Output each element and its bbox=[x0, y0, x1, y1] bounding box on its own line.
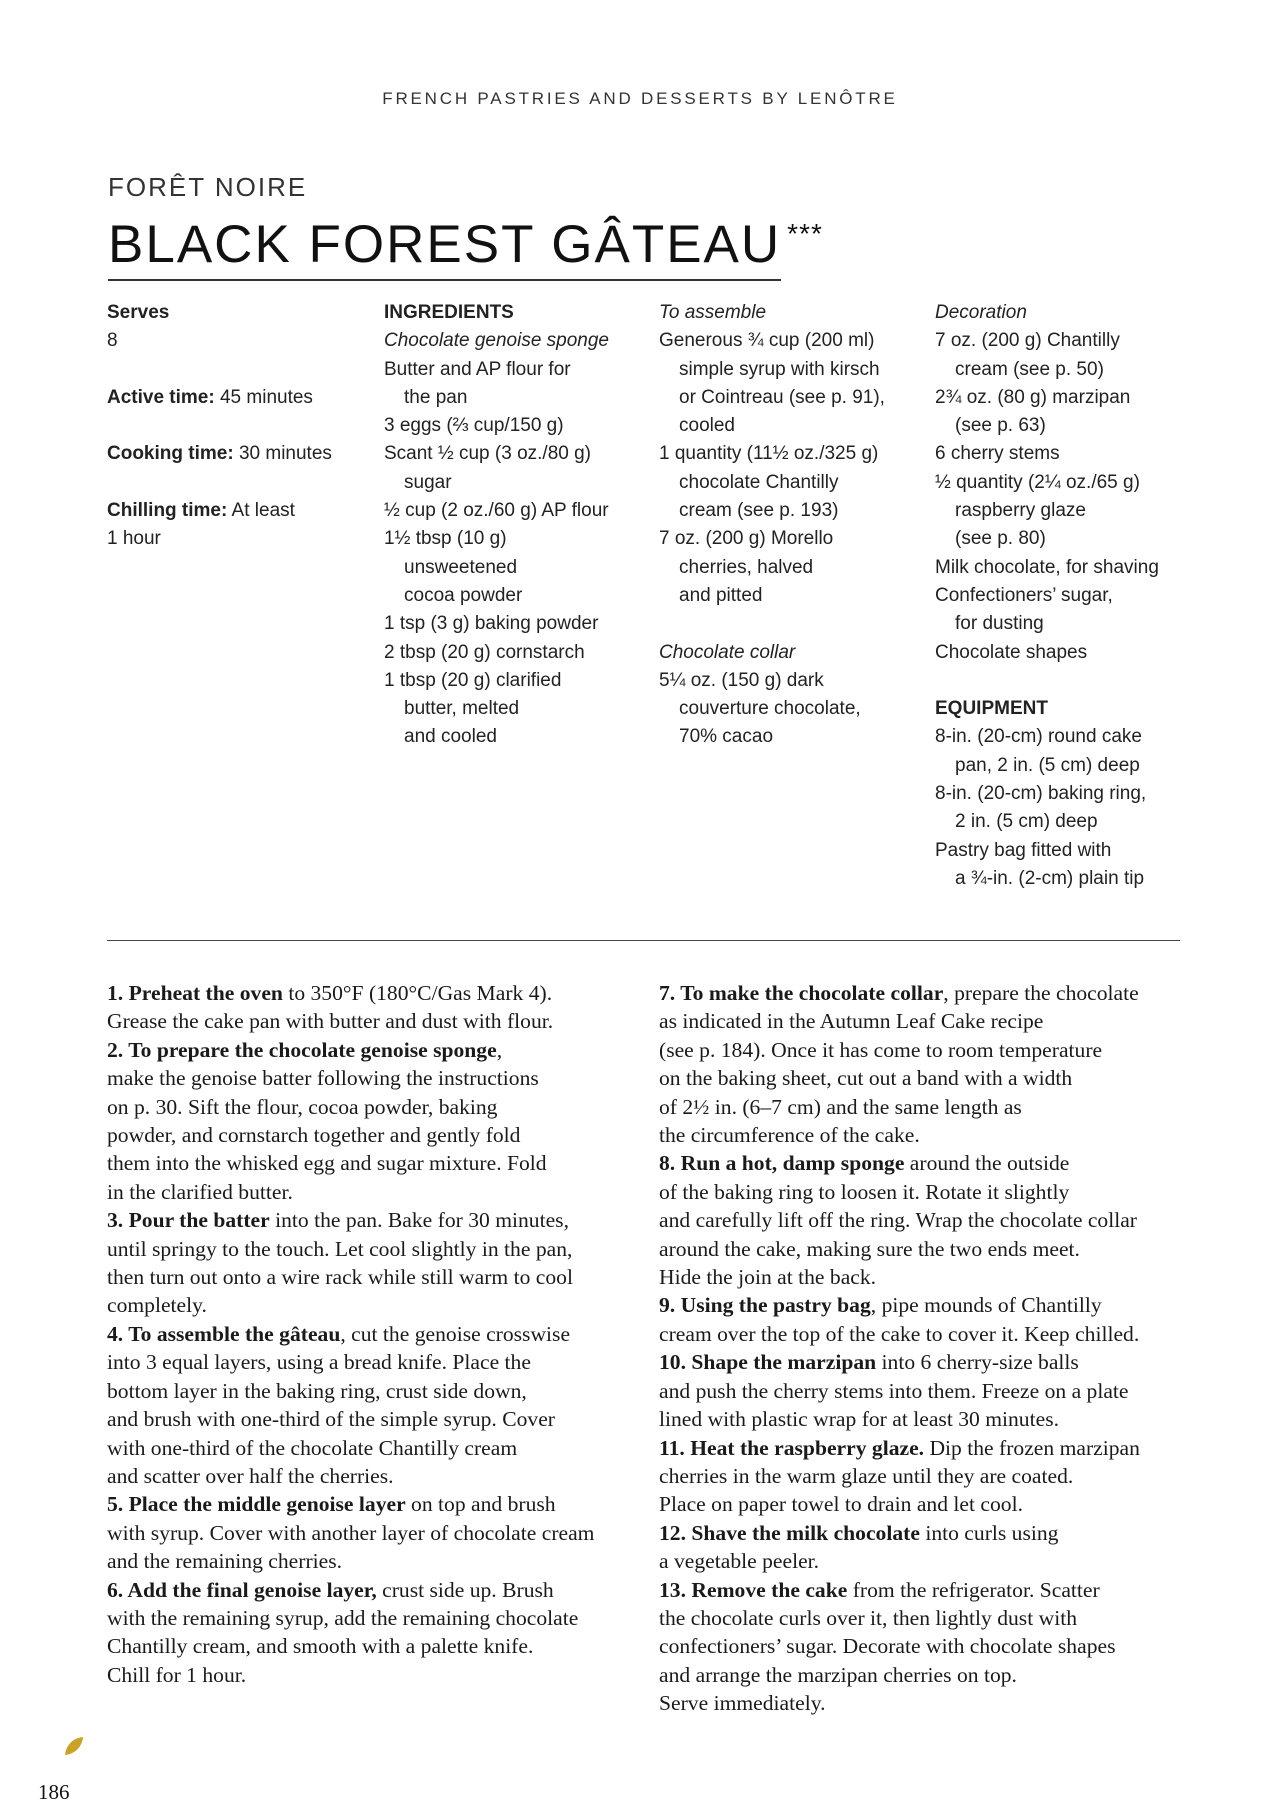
method-right-column bbox=[659, 979, 1199, 1718]
leaf-icon bbox=[62, 1734, 86, 1758]
ingredient-line: ½ cup (2 oz./60 g) AP flour bbox=[384, 500, 609, 522]
assemble-column bbox=[659, 299, 914, 752]
method-line: Grease the cake pan with butter and dust with flour. bbox=[107, 1009, 554, 1034]
decoration-line: cream (see p. 50) bbox=[955, 358, 1104, 380]
cooking-time-value: 30 minutes bbox=[233, 443, 332, 465]
assemble-line: or Cointreau (see p. 91), bbox=[679, 386, 885, 408]
method-line: a vegetable peeler. bbox=[659, 1549, 820, 1574]
step-text: , prepare the chocolate bbox=[943, 981, 1139, 1005]
decoration-line: ½ quantity (2¼ oz./65 g) bbox=[935, 471, 1140, 493]
decoration-line: (see p. 63) bbox=[955, 415, 1046, 437]
collar-heading: Chocolate collar bbox=[659, 641, 796, 663]
ingredient-line: and cooled bbox=[404, 726, 497, 748]
method-line: Serve immediately. bbox=[659, 1691, 826, 1716]
method-line: on p. 30. Sift the flour, cocoa powder, baking bbox=[107, 1094, 498, 1119]
step-9-lead: 9. Using the pastry bag bbox=[659, 1293, 871, 1318]
method-line: Hide the join at the back. bbox=[659, 1265, 877, 1290]
collar-line: couverture chocolate, bbox=[679, 698, 861, 720]
method-line bbox=[107, 1320, 637, 1348]
ingredient-line: cocoa powder bbox=[404, 584, 523, 606]
step-6-lead: 6. Add the final genoise layer, bbox=[107, 1577, 377, 1602]
ingredient-line: butter, melted bbox=[404, 698, 520, 720]
method-line: cream over the top of the cake to cover it. Keep chilled. bbox=[659, 1321, 1140, 1346]
ingredient-line: 3 eggs (⅔ cup/150 g) bbox=[384, 415, 564, 437]
decoration-line: Chocolate shapes bbox=[935, 641, 1088, 663]
method-line: lined with plastic wrap for at least 30 minutes. bbox=[659, 1407, 1059, 1432]
method-line: with one-third of the chocolate Chantilly cream bbox=[107, 1435, 518, 1460]
assemble-line: chocolate Chantilly bbox=[679, 471, 839, 493]
step-8-lead: 8. Run a hot, damp sponge bbox=[659, 1151, 905, 1176]
ingredient-line: Scant ½ cup (3 oz./80 g) bbox=[384, 443, 592, 465]
method-line bbox=[107, 979, 637, 1007]
method-line: Chill for 1 hour. bbox=[107, 1662, 247, 1687]
method-line: and carefully lift off the ring. Wrap the chocolate collar bbox=[659, 1208, 1137, 1233]
ingredient-line: 2 tbsp (20 g) cornstarch bbox=[384, 641, 585, 663]
step-text: from the refrigerator. Scatter bbox=[847, 1577, 1100, 1602]
method-line: of the baking ring to loosen it. Rotate it slightly bbox=[659, 1179, 1070, 1204]
method-line: confectioners’ sugar. Decorate with chocolate shapes bbox=[659, 1634, 1116, 1659]
info-column bbox=[107, 299, 362, 554]
method-line: them into the whisked egg and sugar mixture. Fold bbox=[107, 1151, 547, 1176]
chilling-time-value-cont: 1 hour bbox=[107, 528, 161, 550]
sponge-heading: Chocolate genoise sponge bbox=[384, 330, 610, 352]
step-text: into curls using bbox=[919, 1520, 1059, 1545]
step-10-lead: 10. Shape the marzipan bbox=[659, 1350, 877, 1375]
ingredient-line: the pan bbox=[404, 386, 468, 408]
ingredients-heading: INGREDIENTS bbox=[384, 302, 514, 323]
ingredient-line: Butter and AP flour for bbox=[384, 358, 571, 380]
method-line: Chantilly cream, and smooth with a palette knife. bbox=[107, 1634, 534, 1659]
step-text: crust side up. Brush bbox=[376, 1577, 554, 1602]
step-text: , bbox=[496, 1037, 503, 1062]
step-3-lead: 3. Pour the batter bbox=[107, 1208, 270, 1233]
serves-value: 8 bbox=[107, 330, 118, 352]
ingredients-column bbox=[384, 299, 639, 752]
method-line: powder, and cornstarch together and gently fold bbox=[107, 1123, 521, 1148]
decoration-line: 7 oz. (200 g) Chantilly bbox=[935, 330, 1120, 352]
assemble-line: cooled bbox=[679, 415, 735, 437]
assemble-line: Generous ¾ cup (200 ml) bbox=[659, 330, 875, 352]
cooking-time-label: Cooking time: bbox=[107, 443, 234, 465]
method-line: Place on paper towel to drain and let cool. bbox=[659, 1492, 1023, 1517]
equipment-line: 8-in. (20-cm) round cake bbox=[935, 726, 1142, 748]
assemble-heading: To assemble bbox=[659, 302, 767, 323]
assemble-line: 1 quantity (11½ oz./325 g) bbox=[659, 443, 879, 465]
equipment-line: 2 in. (5 cm) deep bbox=[955, 811, 1098, 833]
step-text: , cut the genoise crosswise bbox=[340, 1321, 571, 1346]
equipment-heading: EQUIPMENT bbox=[935, 698, 1048, 720]
step-11-lead: 11. Heat the raspberry glaze. bbox=[659, 1435, 925, 1460]
decoration-column bbox=[935, 299, 1190, 893]
recipe-subtitle: FORÊT NOIRE bbox=[108, 172, 308, 202]
method-line bbox=[107, 1036, 637, 1064]
step-text: Dip the frozen marzipan bbox=[924, 1435, 1140, 1460]
method-line bbox=[659, 1576, 1199, 1604]
method-line bbox=[107, 1576, 637, 1604]
active-time bbox=[107, 384, 362, 412]
page-number: 186 bbox=[38, 1780, 70, 1804]
step-text: into 6 cherry-size balls bbox=[876, 1350, 1079, 1375]
step-text: around the outside bbox=[904, 1151, 1070, 1176]
decoration-line: raspberry glaze bbox=[955, 500, 1086, 522]
running-head: FRENCH PASTRIES AND DESSERTS BY LENÔTRE bbox=[382, 89, 898, 108]
step-text: on top and brush bbox=[405, 1492, 556, 1517]
method-line: with the remaining syrup, add the remaining chocolate bbox=[107, 1605, 579, 1630]
decoration-line: 2¾ oz. (80 g) marzipan bbox=[935, 386, 1131, 408]
method-line: and push the cherry stems into them. Freeze on a plate bbox=[659, 1378, 1129, 1403]
assemble-line: cherries, halved bbox=[679, 556, 814, 578]
step-5-lead: 5. Place the middle genoise layer bbox=[107, 1492, 406, 1517]
assemble-line: cream (see p. 193) bbox=[679, 500, 839, 522]
active-time-value: 45 minutes bbox=[214, 386, 313, 408]
step-2-lead: 2. To prepare the chocolate genoise sponge bbox=[107, 1037, 497, 1062]
method-line: and brush with one-third of the simple syrup. Cover bbox=[107, 1407, 555, 1432]
method-line: make the genoise batter following the instructions bbox=[107, 1066, 539, 1091]
assemble-line: simple syrup with kirsch bbox=[679, 358, 880, 380]
method-line: (see p. 184). Once it has come to room temperature bbox=[659, 1037, 1103, 1062]
method-line: of 2½ in. (6–7 cm) and the same length as bbox=[659, 1094, 1022, 1119]
method-line: on the baking sheet, cut out a band with a width bbox=[659, 1066, 1073, 1091]
method-line bbox=[107, 1206, 637, 1234]
equipment-line: pan, 2 in. (5 cm) deep bbox=[955, 754, 1140, 776]
method-line bbox=[659, 1348, 1199, 1376]
equipment-line: Pastry bag fitted with bbox=[935, 839, 1112, 861]
method-line: into 3 equal layers, using a bread knife. Place the bbox=[107, 1350, 531, 1375]
decoration-heading: Decoration bbox=[935, 302, 1027, 323]
recipe-title-block bbox=[108, 214, 823, 281]
method-line: bottom layer in the baking ring, crust side down, bbox=[107, 1378, 527, 1403]
cooking-time bbox=[107, 440, 362, 468]
method-line: cherries in the warm glaze until they are coated. bbox=[659, 1463, 1074, 1488]
assemble-line: 7 oz. (200 g) Morello bbox=[659, 528, 834, 550]
chilling-time-label: Chilling time: bbox=[107, 500, 228, 522]
collar-line: 5¼ oz. (150 g) dark bbox=[659, 669, 824, 691]
method-line: completely. bbox=[107, 1293, 207, 1318]
step-text: to 350°F (180°C/Gas Mark 4). bbox=[282, 981, 553, 1005]
method-line: until springy to the touch. Let cool slightly in the pan, bbox=[107, 1236, 573, 1261]
equipment-line: 8-in. (20-cm) baking ring, bbox=[935, 783, 1147, 805]
assemble-line: and pitted bbox=[679, 584, 763, 606]
step-4-lead: 4. To assemble the gâteau bbox=[107, 1321, 341, 1346]
chilling-time bbox=[107, 497, 362, 525]
ingredient-line: 1 tbsp (20 g) clarified bbox=[384, 669, 562, 691]
step-text: into the pan. Bake for 30 minutes, bbox=[269, 1208, 569, 1233]
recipe-title: BLACK FOREST GÂTEAU bbox=[108, 214, 781, 281]
ingredient-line: 1 tsp (3 g) baking powder bbox=[384, 613, 599, 635]
chilling-time-value: At least bbox=[227, 500, 295, 522]
decoration-line: (see p. 80) bbox=[955, 528, 1046, 550]
method-line: as indicated in the Autumn Leaf Cake recipe bbox=[659, 1009, 1044, 1034]
ingredient-line: unsweetened bbox=[404, 556, 518, 578]
method-line bbox=[107, 1490, 637, 1518]
method-line bbox=[659, 1291, 1199, 1319]
section-divider bbox=[107, 940, 1180, 941]
ingredient-line: sugar bbox=[404, 471, 452, 493]
method-line bbox=[659, 1149, 1199, 1177]
method-line bbox=[659, 1434, 1199, 1462]
decoration-line: for dusting bbox=[955, 613, 1044, 635]
step-1-lead: 1. Preheat the oven bbox=[107, 981, 283, 1005]
method-line bbox=[659, 979, 1199, 1007]
step-7-lead: 7. To make the chocolate collar bbox=[659, 981, 944, 1005]
method-line: the chocolate curls over it, then lightly dust with bbox=[659, 1605, 1077, 1630]
collar-line: 70% cacao bbox=[679, 726, 774, 748]
equipment-line: a ¾-in. (2-cm) plain tip bbox=[955, 867, 1145, 889]
decoration-line: Confectioners’ sugar, bbox=[935, 584, 1113, 606]
method-line: around the cake, making sure the two ends meet. bbox=[659, 1236, 1080, 1261]
active-time-label: Active time: bbox=[107, 386, 215, 408]
method-line: in the clarified butter. bbox=[107, 1179, 293, 1204]
difficulty-stars: *** bbox=[787, 218, 823, 249]
method-line: and scatter over half the cherries. bbox=[107, 1463, 394, 1488]
step-13-lead: 13. Remove the cake bbox=[659, 1577, 848, 1602]
method-line bbox=[659, 1519, 1199, 1547]
method-line: and arrange the marzipan cherries on top. bbox=[659, 1662, 1017, 1687]
method-left-column bbox=[107, 979, 637, 1689]
method-line: the circumference of the cake. bbox=[659, 1123, 920, 1148]
method-line: and the remaining cherries. bbox=[107, 1549, 343, 1574]
serves-label: Serves bbox=[107, 302, 170, 323]
step-12-lead: 12. Shave the milk chocolate bbox=[659, 1520, 920, 1545]
method-line: with syrup. Cover with another layer of chocolate cream bbox=[107, 1520, 595, 1545]
step-text: , pipe mounds of Chantilly bbox=[870, 1293, 1102, 1318]
ingredient-line: 1½ tbsp (10 g) bbox=[384, 528, 507, 550]
decoration-line: 6 cherry stems bbox=[935, 443, 1060, 465]
decoration-line: Milk chocolate, for shaving bbox=[935, 556, 1159, 578]
method-line: then turn out onto a wire rack while still warm to cool bbox=[107, 1265, 573, 1290]
